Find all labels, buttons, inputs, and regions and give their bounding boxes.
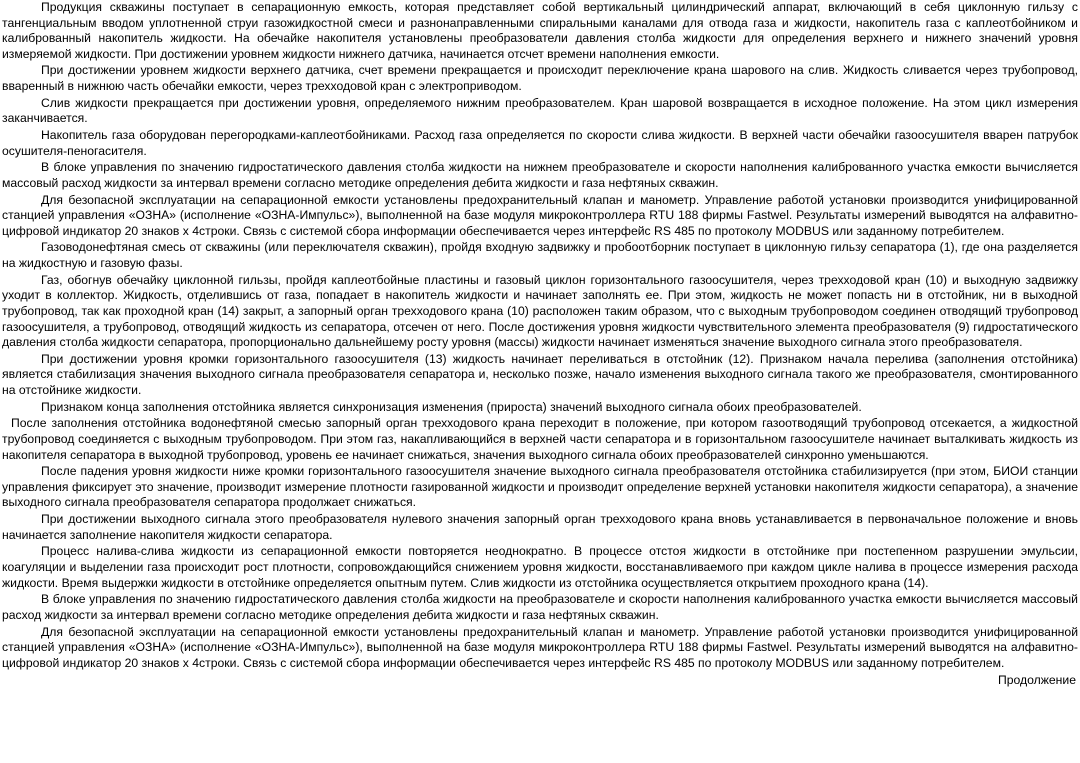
paragraph: При достижении выходного сигнала этого преобразователя нулевого значения запорный орган трехходового крана вновь устанавливается в первоначальное положение и вновь начинается заполнение накопителя жидкости сепаратора. [2, 512, 1078, 542]
paragraph: Для безопасной эксплуатации на сепарационной емкости установлены предохранительный клапан и манометр. Управление работой установки производится унифицированной станцией управления «ОЗНА» (исполнение «ОЗНА-Импульс»), выполненной на базе модуля микроконтроллера RTU 188 фирмы Fastwel. Результаты измерений выводятся на алфавитно-цифровой индикатор 20 знаков х 4строки. Связь с системой сбора информации обеспечивается через интерфейс RS 485 по протоколу MODBUS или заданному потребителем. [2, 192, 1078, 238]
paragraph: Для безопасной эксплуатации на сепарационной емкости установлены предохранительный клапан и манометр. Управление работой установки производится унифицированной станцией управления «ОЗНА» (исполнение «ОЗНА-Импульс»), выполненной на базе модуля микроконтроллера RTU 188 фирмы Fastwel. Результаты измерений выводятся на алфавитно-цифровой индикатор 20 знаков х 4строки. Связь с системой сбора информации обеспечивается через интерфейс RS 485 по протоколу MODBUS или заданному потребителем. [2, 624, 1078, 670]
paragraph: После падения уровня жидкости ниже кромки горизонтального газоосушителя значение выходного сигнала преобразователя отстойника стабилизируется (при этом, БИОИ станции управления фиксирует это значение, производит измерение плотности газированной жидкости и производит определение верхней установки накопителя жидкости сепаратора), а значение выходного сигнала преобразователя сепаратора продолжает снижаться. [2, 464, 1078, 510]
paragraph: Процесс налива-слива жидкости из сепарационной емкости повторяется неоднократно. В процессе отстоя жидкости в отстойнике при постепенном разрушении эмульсии, коагуляции и выделении газа происходит рост плотности, сопровождающийся снижением уровня жидкости, восстанавливаемого при каждом цикле налива в процессе измерения расхода жидкости. Время выдержки жидкости в отстойнике определяется опытным путем. Слив жидкости из отстойника осуществляется открытием проходного крана (14). [2, 544, 1078, 590]
paragraph: В блоке управления по значению гидростатического давления столба жидкости на нижнем преобразователе и скорости наполнения калиброванного участка емкости вычисляется массовый расход жидкости за интервал времени согласно методике определения дебита жидкости и газа нефтяных скважин. [2, 160, 1078, 190]
paragraph: Газоводонефтяная смесь от скважины (или переключателя скважин), пройдя входную задвижку и пробоотборник поступает в циклонную гильзу сепаратора (1), где она разделяется на жидкостную и газовую фазы. [2, 240, 1078, 271]
paragraph: В блоке управления по значению гидростатического давления столба жидкости на преобразователе и скорости наполнения калиброванного участка емкости вычисляется массовый расход жидкости за интервал времени согласно методике определения дебита жидкости и газа нефтяных скважин. [2, 592, 1078, 622]
paragraph: Газ, обогнув обечайку циклонной гильзы, пройдя каплеотбойные пластины и газовый циклон горизонтального газоосушителя, через трехходовой кран (10) и выходную задвижку уходит в коллектор. Жидкость, отделившись от газа, попадает в накопитель жидкости и начинает заполнять ее. При этом, жидкость не может попасть ни в отстойник, ни в выходной трубопровод, так как проходной кран (14) закрыт, а запорный орган трехходового крана (10) расположен таким образом, что с выходным трубопроводом соединен отводящий трубопровод газоосушителя, а трубопровод, отводящий жидкость из сепаратора, отсечен от него. После достижения уровня жидкости чувствительного элемента преобразователя (9) гидростатического давления столба жидкости сепаратора, пропорционально дальнейшему росту уровня (массы) жидкости начинает изменяться значение выходного сигнала этого преобразователя. [2, 272, 1078, 350]
paragraph: Продукция скважины поступает в сепарационную емкость, которая представляет собой вертикальный цилиндрический аппарат, включающий в себя циклонную гильзу с тангенциальным вводом уплотненной струи газожидкостной смеси и разнонаправленными спиральными каналами для отвода газа и жидкости, накопитель газа с каплеотбойником и калиброванный накопитель жидкости. На обечайке накопителя установлены преобразователи давления столба жидкости для определения верхнего и нижнего значений уровня измеряемой жидкости. При достижении уровнем жидкости нижнего датчика, начинается отсчет времени наполнения емкости. [2, 0, 1078, 61]
paragraph: При достижении уровня кромки горизонтального газоосушителя (13) жидкость начинает переливаться в отстойник (12). Признаком начала перелива (заполнения отстойника) является стабилизация значения выходного сигнала преобразователя сепаратора и, несколько позже, начало изменения выходного сигнала такого же преобразователя, смонтированного на отстойнике жидкости. [2, 351, 1078, 397]
paragraph: При достижении уровнем жидкости верхнего датчика, счет времени прекращается и происходит переключение крана шарового на слив. Жидкость сливается через трубопровод, вваренный в нижнюю часть обечайки емкости, через трехходовой кран с электроприводом. [2, 63, 1078, 94]
paragraph: Слив жидкости прекращается при достижении уровня, определяемого нижним преобразователем. Кран шаровой возвращается в исходное положение. На этом цикл измерения заканчивается. [2, 95, 1078, 126]
paragraph: Признаком конца заполнения отстойника является синхронизация изменения (прироста) значений выходного сигнала обоих преобразователей. [41, 399, 862, 414]
continuation-label: Продолжение [997, 673, 1076, 688]
paragraph: После заполнения отстойника водонефтяной смесью запорный орган трехходового крана переходит в положение, при котором газоотводящий трубопровод отсекается, а жидкостной трубопровод соединяется с выходным трубопроводом. При этом газ, накапливающийся в верхней части сепаратора и в горизонтальном газоосушителе начинает выталкивать жидкость из накопителя сепаратора в выходной трубопровод, уровень ее начинает снижаться, значения выходного сигнала обоих преобразователей синхронно уменьшаются. [2, 416, 1078, 462]
paragraph: Накопитель газа оборудован перегородками-каплеотбойниками. Расход газа определяется по скорости слива жидкости. В верхней части обечайки газоосушителя вварен патрубок осушителя-пеногасителя. [2, 128, 1078, 158]
